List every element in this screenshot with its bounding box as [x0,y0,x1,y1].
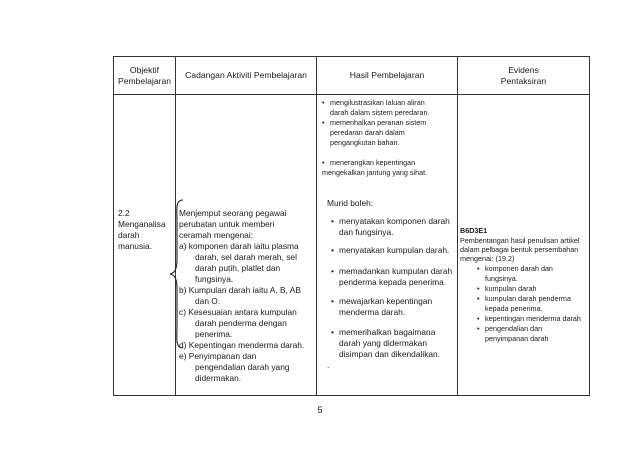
header-objektif [114,57,176,95]
header-objektif-line1: Objektif [129,64,160,75]
objektif-line: manusia. [118,241,152,251]
evidens-desc: mengenai: (19.2) [460,254,515,263]
aktiviti-line: c) Kesesuaian antara kumpulan [179,307,297,317]
evidens-desc: Pembentangan hasil penulisan artikel [460,236,580,245]
aktiviti-line: d) Kepentingan menderma darah. [179,340,305,350]
hasil-line: darah yang didermakan [339,338,427,348]
evidens-bullet-item: • kumpulan darah [485,284,537,293]
hasil-bullet-item: • menerangkan kepentingan [330,158,415,167]
hasil-intro: Murid boleh: [327,198,374,208]
aktiviti-line: darah putih, platlet dan [195,263,281,273]
header-cadangan-text: Cadangan Aktiviti Pembelajaran [185,70,307,80]
objektif-line: 2.2 [118,208,130,218]
aktiviti-line: darah penderma dengan [195,318,287,328]
aktiviti-line: b) Kumpulan darah iaitu A, B, AB [179,285,301,295]
hasil-bullet-item: • menyatakan komponen darah [339,216,450,227]
hasil-line: darah dalam sistem peredaran. [330,108,430,117]
evidens-desc: dalam pelbagai bentuk persembahan [460,245,579,254]
header-hasil [317,57,458,95]
header-objektif-line2: Pembelajaran [117,75,172,86]
table-header-row [114,57,590,95]
objektif-cell [114,95,176,396]
evidens-line: penyimpanan darah [485,334,549,343]
objektif-line: Menganalisa [118,219,166,229]
evidens-code: B6D3E1 [460,226,488,235]
aktiviti-line: e) Penyimpanan dan [179,351,257,361]
hasil-line: penderma kepada penerima. [339,277,447,287]
objektif-line: darah [118,230,140,240]
hasil-bullet-item: • mewajarkan kepentingan [339,296,432,307]
hasil-trailing-dot: . [327,360,330,370]
aktiviti-line: penerima. [195,329,233,339]
hasil-line: disimpan dan dikendalikan. [339,349,441,359]
hasil-bullet-item: • menyatakan kumpulan darah. [339,245,449,256]
evidens-bullet-item: • kumpulan darah penderma [485,294,571,303]
aktiviti-line: dan O. [195,296,221,306]
evidens-bullet-item: • komponen darah dan [485,264,553,273]
header-cadangan [176,57,317,95]
evidens-bullet-item: • pengendalian dan [485,324,542,333]
aktiviti-line: pengendalian darah yang [195,362,290,372]
evidens-line: kepada penerima. [485,304,543,313]
aktiviti-line: ceramah mengenai: [179,230,254,240]
hasil-line: menderma darah. [339,307,406,317]
aktiviti-line: Menjemput seorang pegawai [179,208,287,218]
hasil-bullet-item: • mengilustrasikan laluan aliran [330,98,425,107]
header-evidens-line1: Evidens [508,64,539,75]
hasil-line: mengekalkan jantung yang sihat. [322,168,428,177]
hasil-line: dan fungsinya. [339,227,394,237]
aktiviti-line: darah, sel darah merah, sel [195,252,297,262]
aktiviti-line: didermakan. [195,373,242,383]
curly-brace-icon [169,199,185,349]
hasil-line: pengangkutan bahan. [330,138,400,147]
hasil-bullet-item: • memerihalkan bagaimana [339,327,435,338]
header-evidens-line2: Pentaksiran [500,75,547,86]
hasil-bullet-item: • memadankan kumpulan darah [339,266,452,277]
aktiviti-line: a) komponen darah iaitu plasma [179,241,299,251]
evidens-cell [458,95,590,396]
aktiviti-line: fungsinya. [195,274,234,284]
header-hasil-text: Hasil Pembelajaran [349,70,425,80]
page-number: 5 [317,405,323,415]
hasil-cell [317,95,458,396]
aktiviti-line: perubatan untuk memberi [179,219,275,229]
hasil-bullet-item: • memerihalkan peranan sistem [330,118,426,127]
header-evidens [458,57,590,95]
evidens-bullet-item: • kepentingan menderma darah [485,314,581,323]
aktiviti-cell [176,95,317,396]
hasil-line: peredaran darah dalam [330,128,405,137]
evidens-line: fungsinya. [485,274,518,283]
